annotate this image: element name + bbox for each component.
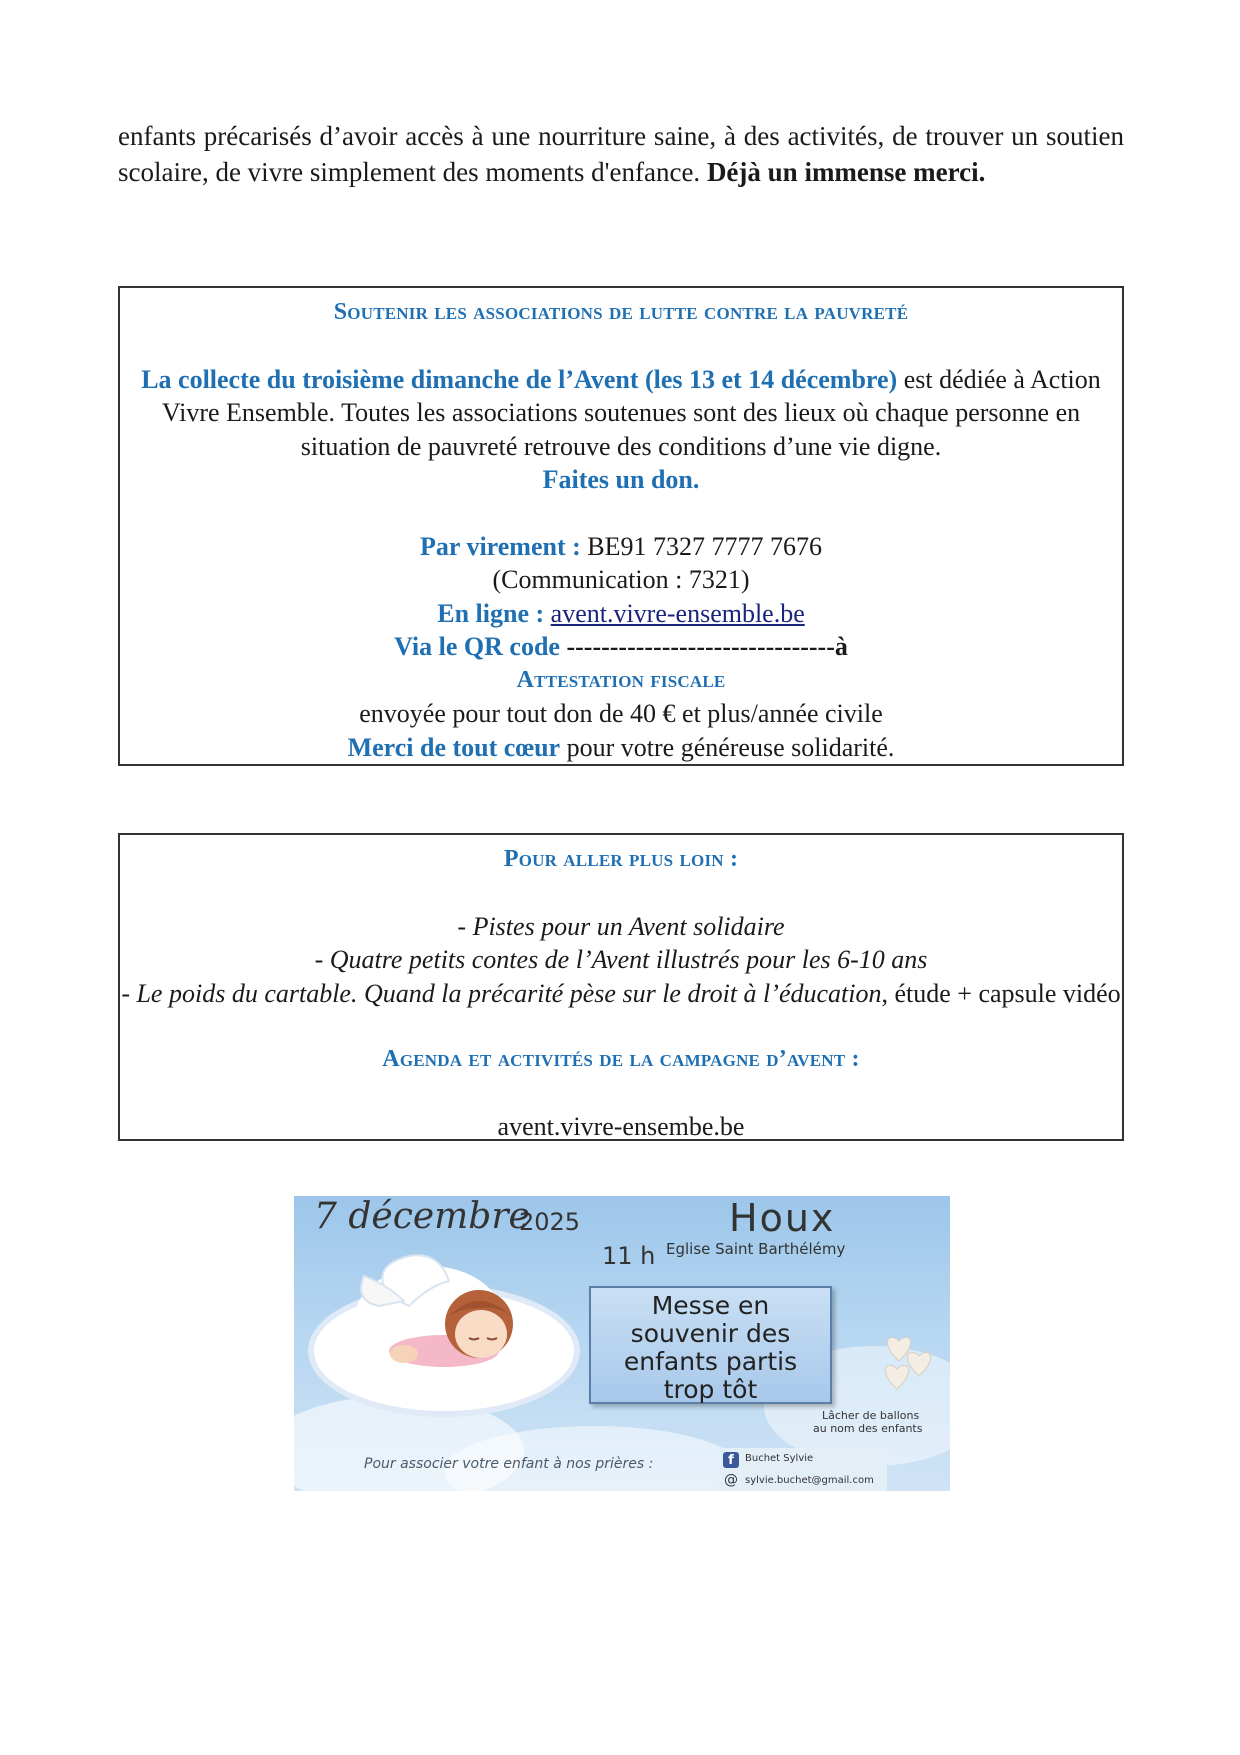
contact-panel (719, 1448, 887, 1491)
balloons-icon (879, 1331, 939, 1401)
poster-time: 11 h (602, 1242, 656, 1270)
virement-label: Par virement : (420, 531, 581, 561)
merci-text: pour votre généreuse solidarité. (560, 732, 895, 762)
communication-line: (Communication : 7321) (492, 565, 750, 594)
agenda-heading: Agenda et activités de la campagne d’avent : (382, 1046, 860, 1072)
further-item-2-text: - Quatre petits contes de l’Avent illustrés pour les 6-10 ans (314, 945, 928, 974)
further-item-2 (120, 943, 1122, 977)
message-line-3: enfants partis (623, 1347, 798, 1376)
donation-heading: Soutenir les associations de lutte contre la pauvreté (333, 299, 909, 325)
online-line (120, 597, 1122, 631)
balloons-line-2: au nom des enfants (813, 1422, 923, 1435)
collecte-bold: La collecte du troisième dimanche de l’Avent (les 13 et 14 décembre) (141, 364, 898, 394)
virement-line (120, 530, 1122, 564)
attestation-text: envoyée pour tout don de 40 € et plus/année civile (359, 699, 883, 728)
poster-year: 2025 (519, 1208, 581, 1236)
merci-line (120, 731, 1122, 765)
prayer-text: Pour associer votre enfant à nos prières : (364, 1456, 654, 1472)
poster-church: Eglise Saint Barthélémy (666, 1240, 846, 1258)
contact-email: sylvie.buchet@gmail.com (745, 1475, 874, 1486)
intro-paragraph (118, 118, 1124, 190)
further-item-3-rest: , étude + capsule vidéo (881, 978, 1121, 1008)
at-icon: @ (724, 1472, 738, 1488)
agenda-link[interactable]: avent.vivre-ensembe.be (497, 1111, 745, 1141)
intro-text: enfants précarisés d’avoir accès à une nourriture saine, à des activités, de trouver un soutien scolaire, de vivre simplement des moments d'enfance. (118, 121, 1124, 187)
event-poster (294, 1196, 950, 1491)
poster-date: 7 décembre (314, 1196, 530, 1237)
online-link[interactable]: avent.vivre-ensemble.be (550, 598, 805, 628)
collecte-paragraph (120, 363, 1122, 464)
message-line-1: Messe en (651, 1291, 770, 1320)
angel-illustration (349, 1246, 549, 1386)
further-item-3-title: - Le poids du cartable. Quand la précarité pèse sur le droit à l’éducation (121, 978, 882, 1008)
online-label: En ligne : (437, 598, 545, 628)
message-box (589, 1286, 832, 1404)
qr-arrow: -------------------------------à (559, 632, 848, 661)
further-item-1-text: - Pistes pour un Avent solidaire (457, 911, 785, 941)
attestation-heading: Attestation fiscale (516, 666, 726, 693)
facebook-icon: f (723, 1452, 739, 1468)
merci-bold: Merci de tout cœur (347, 732, 561, 762)
collecte-text: est dédiée à Action Vivre Ensemble. Toutes les associations soutenues sont des lieux où chaque personne en situation de pauvreté retrouve des conditions d’une vie digne. (161, 364, 1101, 461)
further-item-1 (120, 910, 1122, 944)
further-box (118, 833, 1124, 1141)
intro-thanks: Déjà un immense merci. (706, 157, 986, 187)
don-call: Faites un don. (542, 465, 700, 494)
message-line-2: souvenir des (630, 1319, 791, 1348)
poster-place: Houx (729, 1196, 836, 1240)
further-heading: Pour aller plus loin : (503, 846, 739, 872)
qr-line (120, 630, 1122, 664)
balloons-line-1: Lâcher de ballons (822, 1409, 920, 1422)
facebook-name: Buchet Sylvie (745, 1453, 814, 1464)
qr-label: Via le QR code (394, 632, 560, 661)
further-item-3 (120, 977, 1122, 1011)
donation-box (118, 286, 1124, 766)
virement-value: BE91 7327 7777 7676 (580, 531, 822, 561)
message-line-4: trop tôt (663, 1375, 758, 1404)
